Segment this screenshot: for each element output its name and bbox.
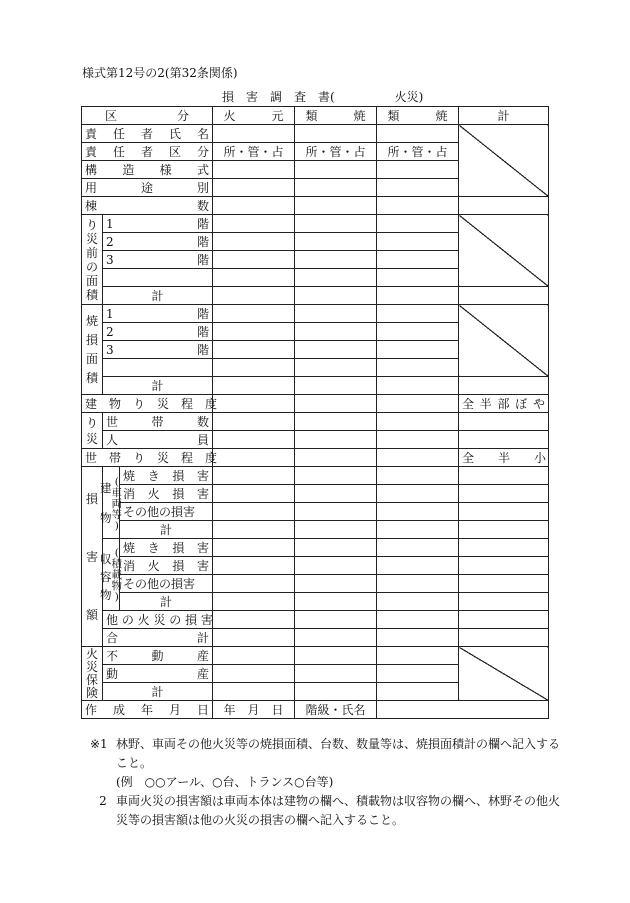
label-household-damage-degree: 世 帯 り 災 程 度 (82, 449, 213, 467)
note-item (90, 773, 560, 792)
cell-input[interactable] (213, 647, 295, 665)
label-owner-class: 責 任 者 区 分 (82, 143, 213, 161)
cell-input[interactable] (213, 467, 295, 485)
cell-input[interactable] (377, 161, 459, 179)
cell-input[interactable] (295, 593, 377, 611)
cell-input[interactable] (459, 557, 549, 575)
label-movables: 動 産 (103, 665, 213, 683)
cell-input[interactable] (295, 323, 377, 341)
header-division: 区 分 (82, 107, 213, 125)
document-title: 損 害 調 査 書( 火災) (222, 90, 424, 104)
cell-input[interactable] (377, 431, 459, 449)
cell-input[interactable] (459, 377, 549, 395)
cell-input[interactable] (213, 179, 295, 197)
cell-input[interactable] (213, 629, 295, 647)
note-text: 林野、車両その他火災等の焼損面積、台数、数量等は、焼損面積計の欄へ記入すること。 (116, 737, 561, 770)
label-contents: 収 容 物 ( 積 載 物 ) (103, 539, 120, 611)
header-origin: 火 元 (213, 107, 295, 125)
cell-input[interactable] (213, 161, 295, 179)
label-floor-3: 3 階 (103, 341, 213, 359)
cell-input[interactable] (377, 557, 459, 575)
label-subtotal: 計 (103, 287, 213, 305)
owner-class-option[interactable]: 所・管・占 (377, 143, 459, 161)
cell-input[interactable] (295, 539, 377, 557)
label-extinguish-damage: 消 火 損 害 (120, 557, 213, 575)
cell-input[interactable] (213, 233, 295, 251)
cell-input[interactable] (213, 575, 295, 593)
cell-input[interactable] (377, 647, 459, 665)
cell-input[interactable] (295, 683, 377, 701)
cell-input[interactable] (377, 593, 459, 611)
cell-input[interactable] (213, 665, 295, 683)
cell-input[interactable] (213, 269, 295, 287)
cell-input[interactable] (213, 323, 295, 341)
household-degree-options[interactable]: 全 半 小 (459, 449, 549, 467)
cell-input[interactable] (213, 251, 295, 269)
cell-input[interactable] (377, 377, 459, 395)
cell-input[interactable] (377, 251, 459, 269)
cell-input[interactable] (295, 611, 377, 629)
cell-input[interactable] (213, 395, 295, 413)
cell-input[interactable] (295, 125, 377, 143)
cell-input[interactable] (459, 503, 549, 521)
cell-input[interactable] (213, 359, 295, 377)
cell-input[interactable] (295, 197, 377, 215)
cell-input[interactable] (295, 305, 377, 323)
cell-input[interactable] (295, 575, 377, 593)
cell-input[interactable] (295, 215, 377, 233)
cell-input[interactable] (377, 197, 459, 215)
cell-input[interactable] (295, 251, 377, 269)
cell-input[interactable] (459, 413, 549, 431)
note-number: ※1 (90, 737, 108, 751)
label-date-made: 作 成 年 月 日 (82, 701, 213, 719)
diagonal-cell (459, 647, 549, 701)
cell-input[interactable] (377, 683, 459, 701)
cell-input[interactable] (459, 197, 549, 215)
label-victims: り 災 (82, 413, 103, 449)
cell-input[interactable] (377, 269, 459, 287)
damage-survey-table (81, 106, 549, 719)
cell-input[interactable] (377, 125, 459, 143)
cell-input[interactable] (295, 395, 377, 413)
cell-input[interactable] (377, 179, 459, 197)
cell-input[interactable] (295, 449, 377, 467)
rank-name-field[interactable] (377, 701, 549, 719)
cell-input[interactable] (295, 269, 377, 287)
cell-input[interactable] (295, 287, 377, 305)
label-real-estate: 不 動 産 (103, 647, 213, 665)
label-structure: 構 造 様 式 (82, 161, 213, 179)
cell-input[interactable] (295, 521, 377, 539)
label-subtotal: 計 (120, 521, 213, 539)
cell-input[interactable] (213, 503, 295, 521)
cell-input[interactable] (377, 503, 459, 521)
cell-input[interactable] (213, 125, 295, 143)
cell-input[interactable] (377, 413, 459, 431)
cell-input[interactable] (377, 323, 459, 341)
date-field[interactable]: 年 月 日 (213, 701, 295, 719)
cell-input[interactable] (213, 611, 295, 629)
cell-input[interactable] (377, 611, 459, 629)
cell-input[interactable] (377, 215, 459, 233)
cell-input[interactable] (213, 593, 295, 611)
label-floor-3: 3 階 (103, 251, 213, 269)
cell-input[interactable] (295, 467, 377, 485)
label-usage: 用 途 別 (82, 179, 213, 197)
cell-input[interactable] (459, 287, 549, 305)
label-building: 建 物 ( 車 両 等 ) (103, 467, 120, 539)
cell-input[interactable] (295, 665, 377, 683)
label-area-before-fire: り 災 前 の 面 積 (82, 215, 103, 305)
cell-input[interactable] (459, 611, 549, 629)
cell-input[interactable] (213, 413, 295, 431)
diagonal-cell (459, 215, 549, 287)
cell-input[interactable] (213, 449, 295, 467)
note-number: 2 (99, 794, 107, 808)
label-building-count: 棟 数 (82, 197, 213, 215)
label-households: 世 帯 数 (103, 413, 213, 431)
cell-input[interactable] (213, 341, 295, 359)
cell-input[interactable] (377, 233, 459, 251)
cell-input[interactable] (213, 305, 295, 323)
cell-input[interactable] (295, 557, 377, 575)
label-floor-2: 2 階 (103, 233, 213, 251)
label-persons: 人 員 (103, 431, 213, 449)
cell-input[interactable] (459, 593, 549, 611)
cell-input[interactable] (459, 485, 549, 503)
label-floor-blank (103, 359, 213, 377)
cell-input[interactable] (377, 575, 459, 593)
label-burn-damage: 焼 き 損 害 (120, 467, 213, 485)
label-damage-amount: 損 害 額 (82, 467, 103, 647)
label-fire-insurance: 火 災 保 険 (82, 647, 103, 701)
cell-input[interactable] (377, 665, 459, 683)
cell-input[interactable] (377, 359, 459, 377)
cell-input[interactable] (295, 377, 377, 395)
label-floor-1: 1 階 (103, 305, 213, 323)
cell-input[interactable] (377, 539, 459, 557)
header-neighbor-1: 類 焼 (295, 107, 377, 125)
cell-input[interactable] (295, 647, 377, 665)
label-building-damage-degree: 建 物 り 災 程 度 (82, 395, 213, 413)
note-item (90, 792, 560, 830)
label-other-damage: その他の損害 (120, 575, 213, 593)
note-item (90, 735, 560, 773)
label-subtotal: 計 (103, 683, 213, 701)
cell-input[interactable] (213, 539, 295, 557)
cell-input[interactable] (213, 197, 295, 215)
cell-input[interactable] (377, 341, 459, 359)
cell-input[interactable] (213, 683, 295, 701)
cell-input[interactable] (295, 341, 377, 359)
label-floor-blank (103, 269, 213, 287)
building-degree-options[interactable]: 全半部ぼや (459, 395, 549, 413)
diagonal-cell (459, 125, 549, 197)
cell-input[interactable] (213, 485, 295, 503)
note-example-text: (例 ○○アール、○台、トランス○台等) (116, 775, 334, 789)
cell-input[interactable] (295, 629, 377, 647)
cell-input[interactable] (213, 287, 295, 305)
label-rank-name: 階級・氏名 (295, 701, 377, 719)
cell-input[interactable] (213, 215, 295, 233)
form-number: 様式第12号の2(第32条関係) (82, 66, 238, 80)
cell-input[interactable] (295, 503, 377, 521)
cell-input[interactable] (295, 179, 377, 197)
cell-input[interactable] (295, 413, 377, 431)
label-burned-area: 焼 損 面 積 (82, 305, 103, 395)
label-floor-2: 2 階 (103, 323, 213, 341)
header-neighbor-2: 類 焼 (377, 107, 459, 125)
diagonal-cell (459, 305, 549, 377)
cell-input[interactable] (377, 467, 459, 485)
cell-input[interactable] (377, 287, 459, 305)
cell-input[interactable] (377, 305, 459, 323)
cell-input[interactable] (295, 233, 377, 251)
cell-input[interactable] (295, 431, 377, 449)
cell-input[interactable] (459, 521, 549, 539)
cell-input[interactable] (459, 629, 549, 647)
label-burn-damage: 焼 き 損 害 (120, 539, 213, 557)
cell-input[interactable] (213, 557, 295, 575)
cell-input[interactable] (295, 161, 377, 179)
cell-input[interactable] (377, 449, 459, 467)
owner-class-option[interactable]: 所・管・占 (213, 143, 295, 161)
cell-input[interactable] (295, 359, 377, 377)
label-grand-total: 合 計 (103, 629, 213, 647)
label-extinguish-damage: 消 火 損 害 (120, 485, 213, 503)
label-subtotal: 計 (103, 377, 213, 395)
cell-input[interactable] (213, 521, 295, 539)
label-subtotal: 計 (120, 593, 213, 611)
cell-input[interactable] (459, 431, 549, 449)
cell-input[interactable] (459, 575, 549, 593)
cell-input[interactable] (377, 395, 459, 413)
cell-input[interactable] (459, 467, 549, 485)
owner-class-option[interactable]: 所・管・占 (295, 143, 377, 161)
label-floor-1: 1 階 (103, 215, 213, 233)
cell-input[interactable] (377, 521, 459, 539)
label-other-fire-damage: 他 の 火 災 の 損 害 (103, 611, 213, 629)
cell-input[interactable] (377, 485, 459, 503)
cell-input[interactable] (459, 539, 549, 557)
note-text: 車両火災の損害額は車両本体は建物の欄へ、積載物は収容物の欄へ、林野その他火災等の損害額は他の火災の損害の欄へ記入すること。 (116, 794, 561, 827)
label-owner-name: 責 任 者 氏 名 (82, 125, 213, 143)
cell-input[interactable] (213, 377, 295, 395)
cell-input[interactable] (295, 485, 377, 503)
label-other-damage: その他の損害 (120, 503, 213, 521)
cell-input[interactable] (213, 431, 295, 449)
header-total: 計 (459, 107, 549, 125)
notes-section (90, 735, 560, 830)
cell-input[interactable] (377, 629, 459, 647)
